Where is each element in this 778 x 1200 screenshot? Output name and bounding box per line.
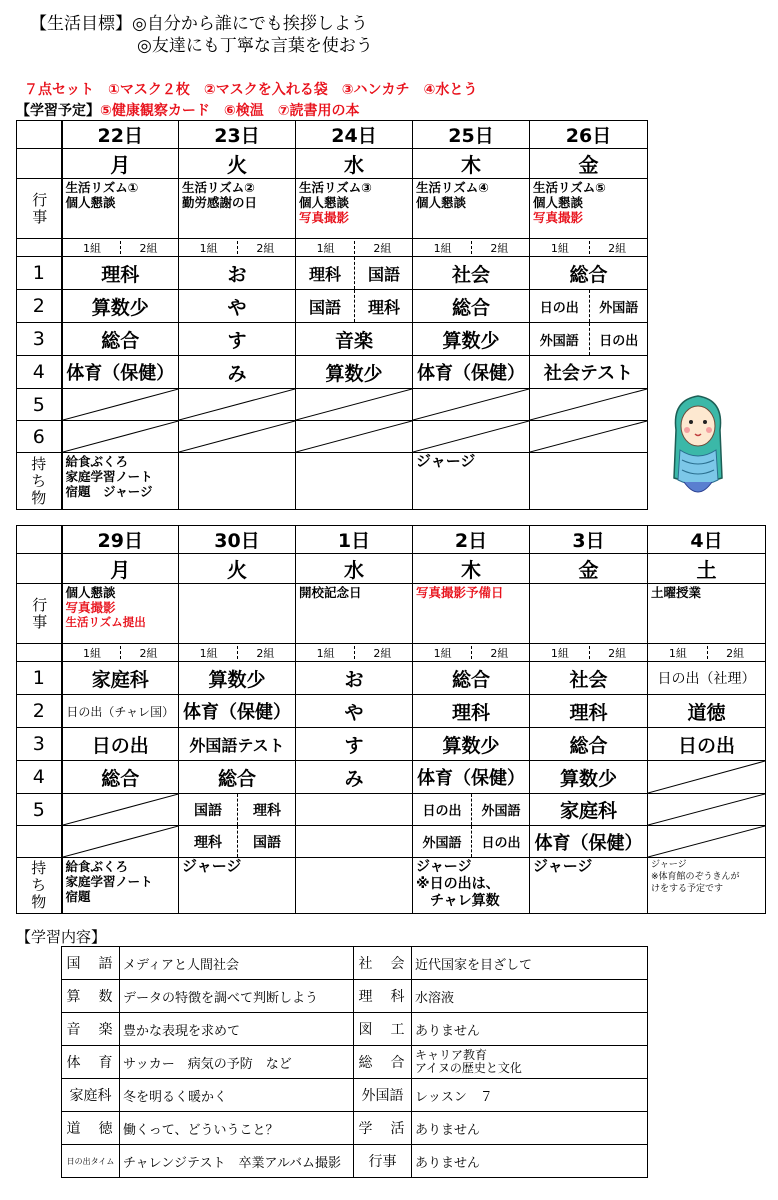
w1-belongings-tue <box>179 453 296 510</box>
empty-slot <box>62 389 179 421</box>
goal-line-1 <box>30 14 368 34</box>
empty-slot <box>179 389 296 421</box>
content-table <box>61 946 648 1178</box>
empty-slot <box>62 826 179 858</box>
subject-cell: 家庭科 <box>530 794 648 826</box>
w1-dow: 月 <box>62 149 179 179</box>
w2-dow: 水 <box>296 554 413 584</box>
content-subject: 社 会 <box>354 947 412 980</box>
subject-split-cell: 国語 理科 <box>179 794 296 826</box>
w1-belongings-fri <box>530 453 648 510</box>
items-line: ７点セット ①マスク２枚 ②マスクを入れる袋 ③ハンカチ ④水とう <box>24 82 478 98</box>
content-topic: キャリア教育 アイヌの歴史と文化 <box>412 1046 648 1079</box>
empty-slot <box>530 421 648 453</box>
subject-cell: 理科 <box>530 695 648 728</box>
event-label: 行事 <box>17 179 62 239</box>
content-topic: ありません <box>412 1112 648 1145</box>
subject-cell: み <box>296 761 413 794</box>
subject-split-cell: 国語 理科 <box>296 290 413 323</box>
week1-table <box>16 120 648 510</box>
content-title: 【学習内容】 <box>16 928 107 946</box>
subject-cell: み <box>179 356 296 389</box>
subject-split-cell: 日の出 外国語 <box>413 794 530 826</box>
subject-cell: や <box>296 695 413 728</box>
plan-label: 【学習予定】 <box>16 103 100 119</box>
content-subject: 理 科 <box>354 980 412 1013</box>
content-subject: 音 楽 <box>62 1013 120 1046</box>
w2-belongings-wed <box>296 858 413 914</box>
w1-dow: 火 <box>179 149 296 179</box>
subject-cell: 総合 <box>413 662 530 695</box>
corner-cell <box>17 149 62 179</box>
w2-belongings-sat: ジャージ ※体育館のぞうきんが けをする予定です <box>648 858 766 914</box>
empty-slot <box>179 421 296 453</box>
content-subject: 国 語 <box>62 947 120 980</box>
w1-date: 26日 <box>530 121 648 149</box>
empty-slot <box>413 421 530 453</box>
empty-slot <box>648 794 766 826</box>
content-topic: チャレンジテスト 卒業アルバム撮影 <box>120 1145 354 1178</box>
subject-cell: 理科 <box>62 257 179 290</box>
group-header: 1組 2組 <box>62 239 179 257</box>
w2-date: 29日 <box>62 526 179 554</box>
group-row-label <box>17 644 62 662</box>
content-row <box>62 1079 648 1112</box>
w2-date: 30日 <box>179 526 296 554</box>
empty-slot <box>648 761 766 794</box>
empty-cell <box>296 794 413 826</box>
mascot-illustration <box>662 390 734 502</box>
content-subject: 家庭科 <box>62 1079 120 1112</box>
subject-cell: お <box>296 662 413 695</box>
subject-cell: 総合 <box>413 290 530 323</box>
content-topic: 豊かな表現を求めて <box>120 1013 354 1046</box>
content-topic: サッカー 病気の予防 など <box>120 1046 354 1079</box>
w1-belongings-thu: ジャージ <box>413 453 530 510</box>
empty-slot <box>296 421 413 453</box>
subject-cell: 日の出（チャレ国） <box>62 695 179 728</box>
group-header: 1組 2組 <box>62 644 179 662</box>
subject-cell: 日の出（社理） <box>648 662 766 695</box>
w1-dow: 水 <box>296 149 413 179</box>
subject-split-cell: 理科 国語 <box>179 826 296 858</box>
content-row <box>62 980 648 1013</box>
w1-date: 23日 <box>179 121 296 149</box>
content-subject: 体 育 <box>62 1046 120 1079</box>
group-header: 1組 2組 <box>296 644 413 662</box>
w1-date: 22日 <box>62 121 179 149</box>
content-row <box>62 1046 648 1079</box>
subject-cell: 外国語テスト <box>179 728 296 761</box>
w2-event-thu: 写真撮影予備日 <box>413 584 530 644</box>
content-topic: データの特徴を調べて判断しよう <box>120 980 354 1013</box>
goal-label: 【生活目標】 <box>30 14 132 34</box>
content-row <box>62 1013 648 1046</box>
w2-event-tue <box>179 584 296 644</box>
content-topic: 近代国家を目ざして <box>412 947 648 980</box>
period-number: 4 <box>17 356 62 389</box>
subject-cell: 総合 <box>530 728 648 761</box>
subject-cell: 社会 <box>530 662 648 695</box>
content-topic: 働くって、どういうこと？ <box>120 1112 354 1145</box>
w2-belongings-mon: 給食ぶくろ 家庭学習ノート 宿題 <box>62 858 179 914</box>
w2-event-fri <box>530 584 648 644</box>
content-topic: レッスン ７ <box>412 1079 648 1112</box>
empty-slot <box>62 794 179 826</box>
w2-dow: 金 <box>530 554 648 584</box>
content-row <box>62 1145 648 1178</box>
subject-cell: や <box>179 290 296 323</box>
w2-date: 3日 <box>530 526 648 554</box>
w2-date: 4日 <box>648 526 766 554</box>
w2-dow: 火 <box>179 554 296 584</box>
content-row <box>62 1112 648 1145</box>
subject-cell: す <box>179 323 296 356</box>
subject-split-cell: 理科 国語 <box>296 257 413 290</box>
corner-cell <box>17 554 62 584</box>
subject-cell: 日の出 <box>62 728 179 761</box>
w1-dow: 金 <box>530 149 648 179</box>
period-number: 1 <box>17 257 62 290</box>
group-header: 1組 2組 <box>179 239 296 257</box>
content-topic: メディアと人間社会 <box>120 947 354 980</box>
group-header: 1組 2組 <box>413 239 530 257</box>
subject-cell: 体育（保健） <box>530 826 648 858</box>
group-header: 1組 2組 <box>179 644 296 662</box>
content-subject: 日の出タイム <box>62 1145 120 1178</box>
corner-cell <box>17 121 62 149</box>
subject-cell: 総合 <box>62 323 179 356</box>
group-header: 1組 2組 <box>296 239 413 257</box>
period-number: 3 <box>17 323 62 356</box>
subject-cell: 社会 <box>413 257 530 290</box>
w2-event-wed: 開校記念日 <box>296 584 413 644</box>
period-number: 5 <box>17 389 62 421</box>
w2-date: 2日 <box>413 526 530 554</box>
period-number: 4 <box>17 761 62 794</box>
period-number: 6 <box>17 421 62 453</box>
subject-cell: 算数少 <box>413 323 530 356</box>
period-number: 5 <box>17 794 62 826</box>
w2-date: 1日 <box>296 526 413 554</box>
w1-date: 24日 <box>296 121 413 149</box>
content-subject: 行事 <box>354 1145 412 1178</box>
week2-table <box>16 525 766 914</box>
subject-cell: 算数少 <box>413 728 530 761</box>
period-number <box>17 826 62 858</box>
period-number: 1 <box>17 662 62 695</box>
subject-split-cell: 外国語 日の出 <box>530 323 648 356</box>
w2-event-sat: 土曜授業 <box>648 584 766 644</box>
belongings-label: 持ち物 <box>17 453 62 510</box>
event-label: 行事 <box>17 584 62 644</box>
empty-slot <box>648 826 766 858</box>
subject-cell: 算数少 <box>179 662 296 695</box>
subject-cell: 総合 <box>62 761 179 794</box>
empty-cell <box>296 826 413 858</box>
goal-text-1: ◎自分から誰にでも挨拶しよう <box>132 14 368 34</box>
subject-cell: 道徳 <box>648 695 766 728</box>
subject-cell: 音楽 <box>296 323 413 356</box>
subject-cell: 体育（保健） <box>413 356 530 389</box>
w1-event-wed: 生活リズム③ 個人懇談 写真撮影 <box>296 179 413 239</box>
w1-event-thu: 生活リズム④ 個人懇談 <box>413 179 530 239</box>
w2-belongings-thu: ジャージ ※日の出は、 チャレ算数 <box>413 858 530 914</box>
content-topic: 水溶液 <box>412 980 648 1013</box>
group-row-label <box>17 239 62 257</box>
subject-cell: 算数少 <box>62 290 179 323</box>
group-header: 1組 2組 <box>413 644 530 662</box>
period-number: 2 <box>17 290 62 323</box>
w2-belongings-tue: ジャージ <box>179 858 296 914</box>
w1-event-tue: 生活リズム② 勤労感謝の日 <box>179 179 296 239</box>
group-header: 1組 2組 <box>530 239 648 257</box>
belongings-label: 持ち物 <box>17 858 62 914</box>
empty-slot <box>296 389 413 421</box>
w1-event-mon: 生活リズム① 個人懇談 <box>62 179 179 239</box>
subject-cell: お <box>179 257 296 290</box>
w1-dow: 木 <box>413 149 530 179</box>
content-subject: 学 活 <box>354 1112 412 1145</box>
subject-cell: 算数少 <box>296 356 413 389</box>
content-topic: 冬を明るく暖かく <box>120 1079 354 1112</box>
group-header: 1組 2組 <box>530 644 648 662</box>
subject-cell: 日の出 <box>648 728 766 761</box>
subject-split-cell: 外国語 日の出 <box>413 826 530 858</box>
subject-cell: 体育（保健） <box>179 695 296 728</box>
empty-slot <box>530 389 648 421</box>
w2-belongings-fri: ジャージ <box>530 858 648 914</box>
content-topic: ありません <box>412 1013 648 1046</box>
content-subject: 算 数 <box>62 980 120 1013</box>
w2-dow: 土 <box>648 554 766 584</box>
content-subject: 道 徳 <box>62 1112 120 1145</box>
empty-slot <box>413 389 530 421</box>
w1-belongings-mon: 給食ぶくろ 家庭学習ノート 宿題 ジャージ <box>62 453 179 510</box>
goal-line-2: ◎友達にも丁寧な言葉を使おう <box>137 36 373 56</box>
subject-cell: す <box>296 728 413 761</box>
subject-cell: 算数少 <box>530 761 648 794</box>
content-topic: ありません <box>412 1145 648 1178</box>
subject-cell: 理科 <box>413 695 530 728</box>
corner-cell <box>17 526 62 554</box>
subject-cell: 総合 <box>530 257 648 290</box>
w2-dow: 月 <box>62 554 179 584</box>
period-number: 2 <box>17 695 62 728</box>
w2-event-mon: 個人懇談 写真撮影 生活リズム提出 <box>62 584 179 644</box>
subject-cell: 家庭科 <box>62 662 179 695</box>
subject-split-cell: 日の出 外国語 <box>530 290 648 323</box>
w2-dow: 木 <box>413 554 530 584</box>
plan-line <box>16 100 360 120</box>
subject-cell: 体育（保健） <box>62 356 179 389</box>
subject-cell: 社会テスト <box>530 356 648 389</box>
w1-belongings-wed <box>296 453 413 510</box>
period-number: 3 <box>17 728 62 761</box>
content-subject: 図 工 <box>354 1013 412 1046</box>
subject-cell: 体育（保健） <box>413 761 530 794</box>
content-row <box>62 947 648 980</box>
w1-date: 25日 <box>413 121 530 149</box>
content-subject: 総 合 <box>354 1046 412 1079</box>
subject-cell: 総合 <box>179 761 296 794</box>
w1-event-fri: 生活リズム⑤ 個人懇談 写真撮影 <box>530 179 648 239</box>
empty-slot <box>62 421 179 453</box>
plan-items: ⑤健康観察カード ⑥検温 ⑦読書用の本 <box>100 103 360 119</box>
content-subject: 外国語 <box>354 1079 412 1112</box>
group-header: 1組 2組 <box>648 644 766 662</box>
